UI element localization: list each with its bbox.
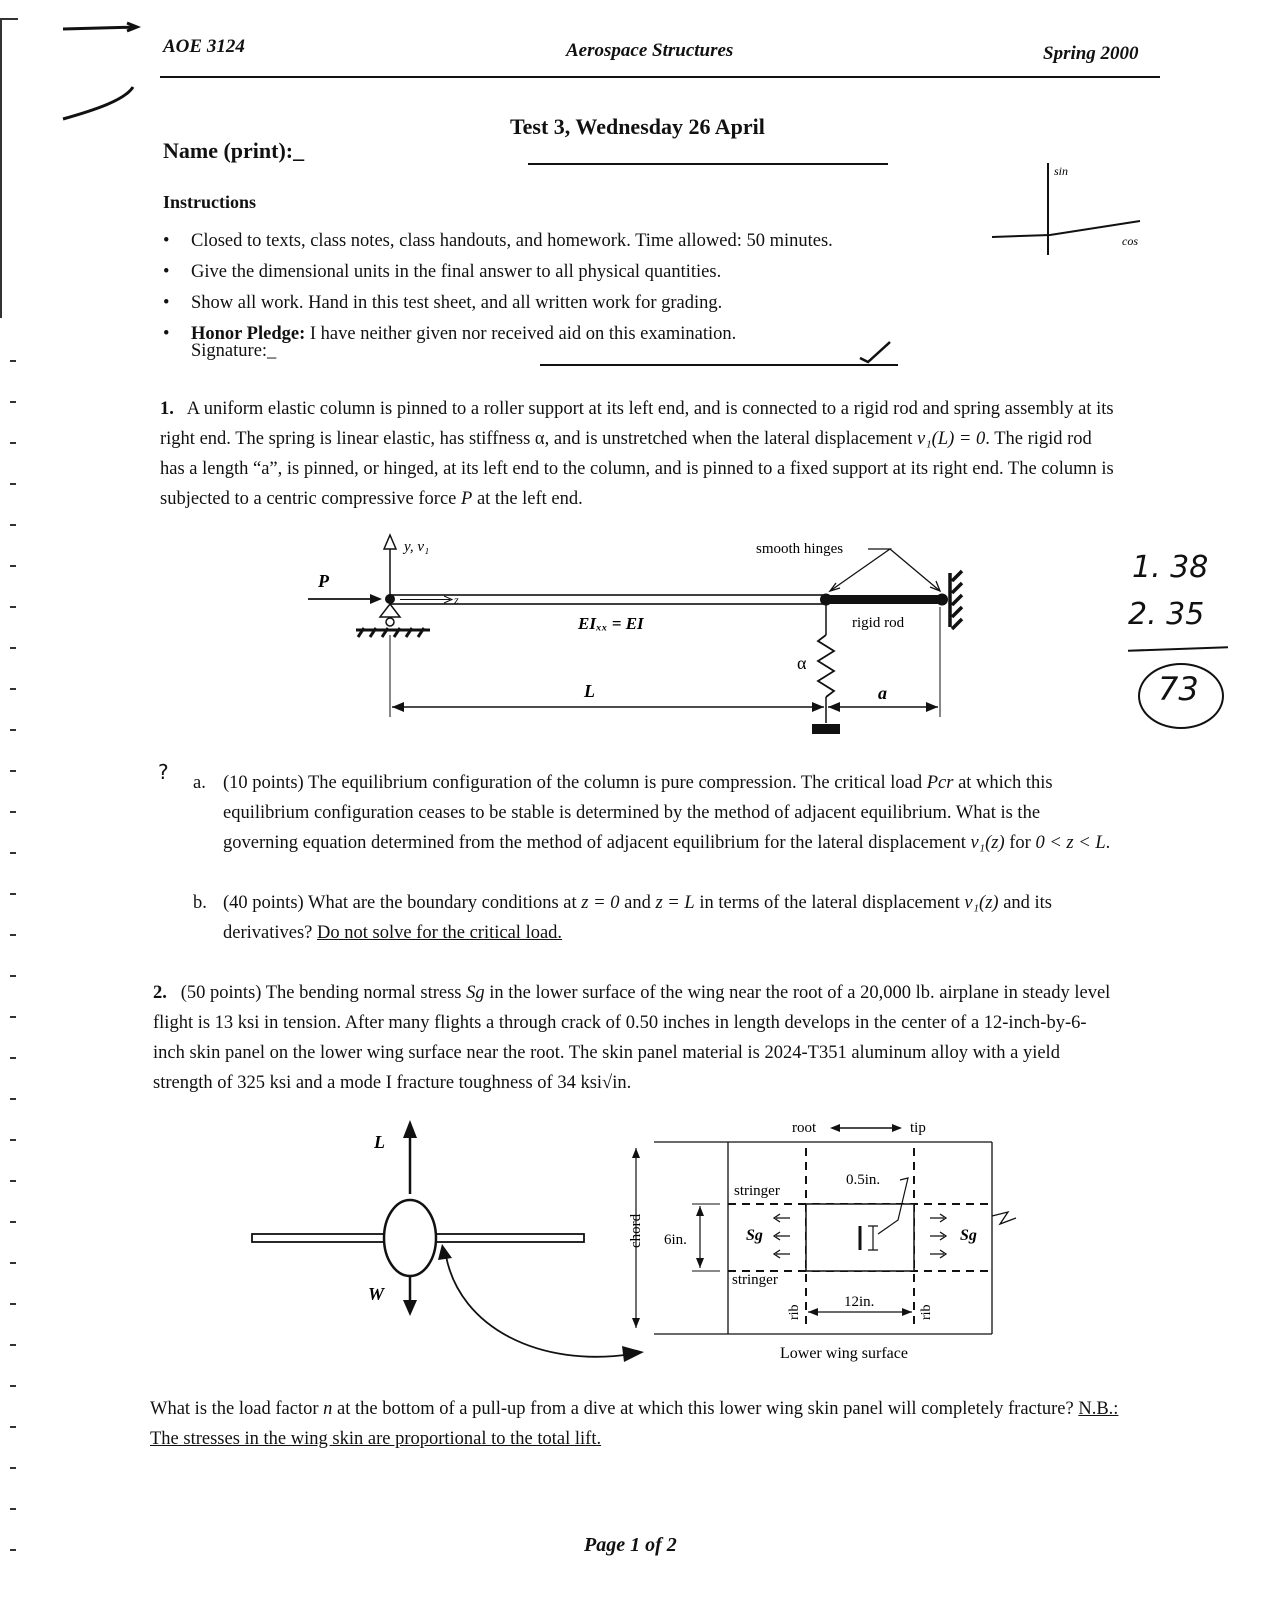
part-b-points: (40 points) (223, 893, 304, 913)
test-title: Test 3, Wednesday 26 April (510, 114, 765, 139)
z-axis-label: z (454, 593, 459, 607)
y-axis-arrow (384, 535, 396, 549)
stress-left-label: Sg (746, 1227, 763, 1244)
part-b-text2: in terms of the lateral displacement (694, 893, 965, 913)
y-axis-label: y, v₁ (404, 539, 430, 555)
q2-question1: What is the load factor (150, 1399, 324, 1419)
margin-dash (10, 1549, 16, 1551)
margin-dash (10, 1180, 16, 1182)
left-pin (385, 594, 395, 604)
instruction-item: • Give the dimensional units in the final answer to all physical quantities. (163, 257, 963, 288)
fuselage (384, 1200, 436, 1276)
part-b-expr: v₁(z) (964, 893, 999, 913)
checkmark-mark (856, 336, 896, 366)
part-a-points: (10 points) (223, 773, 304, 793)
q2-text1: The bending normal stress (265, 983, 467, 1003)
rib-right-label: rib (919, 1304, 934, 1320)
margin-dash (10, 1139, 16, 1141)
sin-cos-sketch (990, 155, 1180, 265)
margin-dash (10, 1098, 16, 1100)
height-label: 6in. (664, 1232, 687, 1248)
signature-line[interactable] (540, 364, 898, 366)
q2-n: n (323, 1399, 333, 1419)
q1-text-part1: A uniform elastic column is pinned to a roller support at its left end, and is connected to a rigid rod and spring assembly at its right end. The spring is linear elastic, has stiffness α, and is unstretched when the lateral displacement (160, 399, 1114, 449)
score-1: 1. 38 (1132, 550, 1209, 585)
margin-dash (10, 647, 16, 649)
margin-dash (10, 934, 16, 936)
part-a-text3: for (1004, 833, 1036, 853)
part-a-text: (10 points) The equilibrium configuration of the column is pure compression. The critical load Pcr at which this equilibrium configuration ceases to be stable is determined by the method of adjacent equilibrium. What is the governing equation determined from the method of adjacent equilibrium for the lateral displacement v₁(z) for 0 < z < L. (223, 773, 1111, 853)
part-b-text (223, 888, 1115, 948)
margin-dash (10, 811, 16, 813)
part-a-expr: v₁(z) (970, 833, 1005, 853)
instruction-item: • Show all work. Hand in this test sheet, and all written work for grading. (163, 288, 963, 319)
pen-mark-arrow (55, 15, 145, 125)
q1-number: 1. (160, 399, 174, 419)
grader-q-mark: ? (158, 760, 169, 784)
name-label: Name (print):_ (163, 138, 305, 163)
length-L: L (584, 681, 595, 701)
margin-dash (10, 893, 16, 895)
margin-dash (10, 1262, 16, 1264)
margin-dash (10, 1508, 16, 1510)
part-b-zl: z = L (655, 893, 695, 913)
part-a-text2: at which this equilibrium configuration ceases to be stable is determined by the method of adjacent equilibrium. What is the governing equation determined from the method of adjacent equilibrium for the lateral displacement (223, 773, 1053, 853)
part-a-pcr: Pcr (926, 773, 954, 793)
instruction-item-honor (163, 319, 963, 350)
margin-dash (10, 524, 16, 526)
margin-dash (10, 442, 16, 444)
q2-note: N.B.: The stresses in the wing skin are proportional to the total lift. (150, 1399, 1119, 1449)
margin-dash (10, 688, 16, 690)
q2-number: 2. (153, 983, 167, 1003)
part-b-note: Do not solve for the critical load. (317, 923, 563, 943)
spring (818, 635, 834, 697)
q2-question2: at the bottom of a pull-up from a dive at which this lower wing skin panel will completely fracture? (332, 1399, 1079, 1419)
q2-text2: in the lower surface of the wing near the root of a 20,000 lb. airplane in steady level flight is 13 ksi in tension. After many flights a through crack of 0.50 inches in length develops in the center of a 12-inch-by-6-inch skin panel on the lower wing surface near the root. The skin panel material is 2024-T351 aluminum alloy with a yield strength of 325 ksi and a mode I fracture toughness of 34 ksi√in. (153, 983, 1111, 1093)
wing-panel-figure (620, 1108, 1040, 1368)
chord-label: chord (628, 1213, 644, 1248)
margin-dash (10, 565, 16, 567)
instructions-heading: Instructions (163, 192, 257, 212)
q2-points: (50 points) (180, 983, 262, 1003)
margin-dash (10, 1303, 16, 1305)
q1-text-part3: at the left end. (472, 489, 583, 509)
spring-ground (812, 724, 840, 734)
course-code: AOE 3124 (163, 36, 245, 57)
stiffness-label: EIₓₓ = EI (578, 614, 644, 633)
spring-alpha: α (797, 653, 807, 673)
q2-question (150, 1394, 1120, 1454)
signature-label: Signature:_ (191, 341, 277, 361)
score-2: 2. 35 (1128, 597, 1205, 632)
instruction-item: • Closed to texts, class notes, class handouts, and homework. Time allowed: 50 minutes. (163, 226, 963, 257)
margin-dash (10, 1221, 16, 1223)
crack-size-label: 0.5in. (846, 1172, 881, 1188)
right-hinge (936, 594, 948, 606)
stress-right-label: Sg (960, 1227, 977, 1244)
part-a-range: 0 < z < L (1035, 833, 1106, 853)
instructions-list (163, 226, 963, 350)
margin-dash (10, 1385, 16, 1387)
score-rule (1128, 646, 1228, 651)
ground-left (356, 628, 430, 637)
margin-dash (10, 770, 16, 772)
honor-label: Honor Pledge: (191, 324, 306, 344)
part-b-z0: z = 0 (581, 893, 620, 913)
margin-dash (10, 852, 16, 854)
header-rule (160, 76, 1160, 78)
cos-label: cos (1122, 234, 1138, 248)
q1-force: P (461, 489, 473, 509)
margin-dash (10, 729, 16, 731)
hinge-pointer-2 (890, 549, 940, 591)
middle-hinge (820, 594, 832, 606)
column-figure (300, 525, 990, 745)
stringer-bottom-label: stringer (732, 1272, 778, 1288)
margin-dash (10, 401, 16, 403)
margin-dash (10, 1344, 16, 1346)
sin-label: sin (1054, 164, 1069, 178)
binder-edge-top (0, 18, 18, 20)
name-line[interactable] (528, 163, 888, 165)
q1-text (160, 394, 1115, 514)
weight-label: W (368, 1284, 385, 1304)
total-score: 73 (1158, 670, 1199, 708)
part-b-text1: What are the boundary conditions at (307, 893, 582, 913)
airplane-figure (240, 1108, 660, 1378)
margin-dash (10, 483, 16, 485)
force-label: P (318, 571, 329, 591)
panel-caption: Lower wing surface (780, 1345, 908, 1362)
width-label: 12in. (844, 1294, 875, 1310)
honor-text: I have neither given nor received aid on this examination. (309, 324, 737, 344)
rigid-rod-label: rigid rod (852, 615, 905, 631)
margin-dash (10, 1016, 16, 1018)
q1-text-part2: . The rigid rod has a length “a”, is pinned, or hinged, at its left end to the column, and is pinned to a fixed support at its right end. The column is subjected to a centric compressive force (160, 429, 1114, 509)
page-number: Page 1 of 2 (584, 1534, 677, 1556)
margin-dash (10, 606, 16, 608)
q1-eq: v₁(L) = 0 (917, 429, 986, 449)
part-a-text1: The equilibrium configuration of the column is pure compression. The critical load (307, 773, 927, 793)
margin-dash (10, 1426, 16, 1428)
stringer-top-label: stringer (734, 1183, 780, 1199)
roller-support (380, 604, 400, 617)
q2-text (153, 978, 1115, 1098)
smooth-hinges-label: smooth hinges (756, 541, 844, 557)
part-a-label: a. (193, 773, 206, 793)
part-b-text3: and its derivatives? (223, 893, 1053, 943)
rib-left-label: rib (787, 1304, 802, 1320)
margin-dash (10, 360, 16, 362)
part-b-label: b. (193, 893, 207, 913)
part-b-and: and (619, 893, 656, 913)
binder-edge (0, 18, 2, 318)
length-a: a (878, 683, 887, 703)
margin-dash (10, 1467, 16, 1469)
margin-dash (10, 1057, 16, 1059)
tip-label: tip (910, 1120, 926, 1136)
root-label: root (792, 1120, 817, 1136)
pointer-arrow (446, 1256, 632, 1357)
q2-sg: Sg (466, 983, 485, 1003)
rigid-rod (826, 595, 942, 604)
course-title: Aerospace Structures (566, 40, 734, 61)
term: Spring 2000 (1043, 43, 1139, 64)
wall-right (950, 571, 962, 629)
lift-label: L (374, 1132, 385, 1152)
margin-dash (10, 975, 16, 977)
